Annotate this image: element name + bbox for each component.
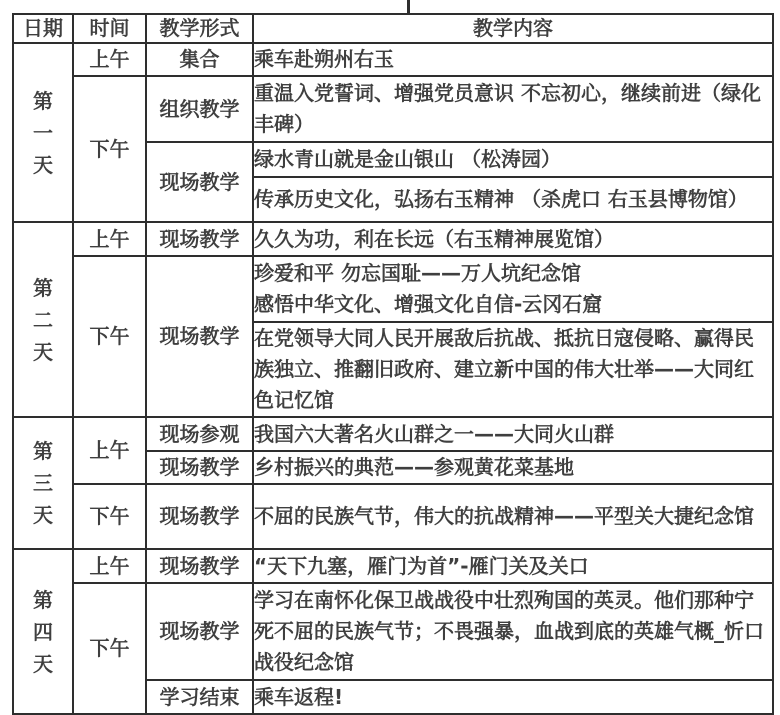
- table-row: [13, 76, 773, 142]
- form-cell: 集合: [146, 43, 253, 76]
- day1-label: 第一天: [33, 88, 53, 177]
- form-cell: 现场教学: [146, 583, 253, 680]
- form-cell: 现场参观: [146, 417, 253, 451]
- table-row: [13, 583, 773, 680]
- form-cell: 现场教学: [146, 256, 253, 417]
- form-cell: 现场教学: [146, 222, 253, 256]
- content-cell: 传承历史文化，弘扬右玉精神 （杀虎口 右玉县博物馆）: [253, 177, 773, 222]
- content-cell: [253, 256, 773, 322]
- content-cell: 乘车赴朔州右玉: [253, 43, 773, 76]
- day2-label: 第二天: [33, 275, 53, 364]
- form-cell: 现场教学: [146, 549, 253, 583]
- form-cell: 学习结束: [146, 680, 253, 714]
- content-cell: 学习在南怀化保卫战战役中壮烈殉国的英灵。他们那种宁死不屈的民族气节；不畏强暴，血战到底的英雄气概_忻口战役纪念馆: [253, 583, 773, 680]
- content-cell: 久久为功，利在长远（右玉精神展览馆）: [253, 222, 773, 256]
- time-cell: 上午: [73, 417, 146, 484]
- time-cell: 下午: [73, 583, 146, 714]
- day3-label: 第三天: [33, 439, 53, 527]
- content-line: 感悟中华文化、增强文化自信-云冈石窟: [254, 292, 603, 316]
- table-row: [13, 256, 773, 322]
- content-cell: 重温入党誓词、增强党员意识 不忘初心，继续前进（绿化丰碑）: [253, 76, 773, 142]
- day3-cell: [13, 417, 73, 549]
- time-cell: 上午: [73, 43, 146, 76]
- content-cell: 不屈的民族气节，伟大的抗战精神——平型关大捷纪念馆: [253, 484, 773, 549]
- header-time: 时间: [73, 14, 146, 43]
- header-content: 教学内容: [253, 14, 773, 43]
- form-cell: 组织教学: [146, 76, 253, 142]
- teaching-schedule-table: [12, 13, 774, 715]
- header-form: 教学形式: [146, 14, 253, 43]
- time-cell: 上午: [73, 222, 146, 256]
- day4-label: 第四天: [33, 587, 53, 676]
- header-row: [13, 14, 773, 43]
- time-cell: 上午: [73, 549, 146, 583]
- content-cell: 乡村振兴的典范——参观黄花菜基地: [253, 451, 773, 484]
- day4-cell: [13, 549, 73, 714]
- time-cell: 下午: [73, 484, 146, 549]
- content-cell: 乘车返程!: [253, 680, 773, 714]
- table-row: [13, 43, 773, 76]
- table-row: [13, 484, 773, 549]
- content-cell: 绿水青山就是金山银山 （松涛园）: [253, 142, 773, 177]
- form-cell: 现场教学: [146, 484, 253, 549]
- header-date: 日期: [13, 14, 73, 43]
- time-cell: 下午: [73, 76, 146, 222]
- table-row: [13, 222, 773, 256]
- content-line: 珍爱和平 勿忘国耻——万人坑纪念馆: [254, 261, 581, 285]
- day1-cell: [13, 43, 73, 222]
- top-tick-mark: [407, 0, 410, 14]
- day2-cell: [13, 222, 73, 417]
- content-cell: 在党领导大同人民开展敌后抗战、抵抗日寇侵略、赢得民族独立、推翻旧政府、建立新中国的伟大壮举——大同红色记忆馆: [253, 322, 773, 417]
- time-cell: 下午: [73, 256, 146, 417]
- form-cell: 现场教学: [146, 142, 253, 222]
- table-row: [13, 417, 773, 451]
- form-cell: 现场教学: [146, 451, 253, 484]
- content-cell: 我国六大著名火山群之一——大同火山群: [253, 417, 773, 451]
- table-row: [13, 549, 773, 583]
- content-cell: “天下九塞，雁门为首”-雁门关及关口: [253, 549, 773, 583]
